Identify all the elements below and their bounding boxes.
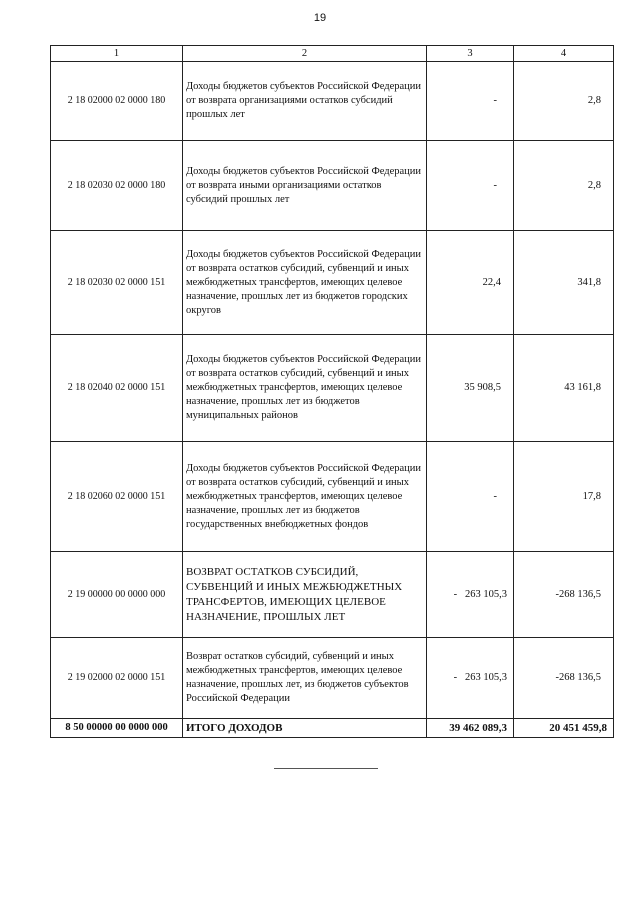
row-value-col4: -268 136,5 — [514, 552, 614, 638]
page-number: 19 — [313, 12, 327, 24]
total-name: ИТОГО ДОХОДОВ — [183, 719, 427, 738]
row-value-col3: - 263 105,3 — [427, 638, 514, 719]
row-name: Доходы бюджетов субъектов Российской Федерации от возврата организациями остатков субсидий прошлых лет — [183, 62, 427, 141]
row-value-col4: -268 136,5 — [514, 638, 614, 719]
row-code: 2 18 02000 02 0000 180 — [51, 62, 183, 141]
column-header-2: 2 — [183, 46, 427, 62]
row-name: Доходы бюджетов субъектов Российской Федерации от возврата остатков субсидий, субвенций и иных межбюджетных трансфертов, имеющих целевое назначение, прошлых лет из бюджетов государственных внебюджетных фондов — [183, 442, 427, 552]
row-code: 2 18 02040 02 0000 151 — [51, 335, 183, 442]
row-code: 2 19 02000 02 0000 151 — [51, 638, 183, 719]
column-header-1: 1 — [51, 46, 183, 62]
total-code: 8 50 00000 00 0000 000 — [51, 719, 183, 738]
closing-rule — [274, 768, 378, 769]
table-row — [51, 141, 614, 231]
revenue-table — [50, 45, 614, 738]
row-name: Доходы бюджетов субъектов Российской Федерации от возврата остатков субсидий, субвенций и иных межбюджетных трансфертов, имеющих целевое назначение, прошлых лет из бюджетов городских округов — [183, 231, 427, 335]
column-header-4: 4 — [514, 46, 614, 62]
table-total-row — [51, 719, 614, 738]
row-name: ВОЗВРАТ ОСТАТКОВ СУБСИДИЙ, СУБВЕНЦИЙ И ИНЫХ МЕЖБЮДЖЕТНЫХ ТРАНСФЕРТОВ, ИМЕЮЩИХ ЦЕЛЕВОЕ НАЗНАЧЕНИЕ, ПРОШЛЫХ ЛЕТ — [183, 552, 427, 638]
table-header-row — [51, 46, 614, 62]
table-row — [51, 552, 614, 638]
table-row — [51, 638, 614, 719]
row-name: Возврат остатков субсидий, субвенций и иных межбюджетных трансфертов, имеющих целевое назначение, прошлых лет, из бюджетов субъектов Российской Федерации — [183, 638, 427, 719]
row-value-col4: 341,8 — [514, 231, 614, 335]
row-value-col3: - — [427, 442, 514, 552]
row-code: 2 18 02060 02 0000 151 — [51, 442, 183, 552]
table-row — [51, 231, 614, 335]
row-value-col3: 22,4 — [427, 231, 514, 335]
row-name: Доходы бюджетов субъектов Российской Федерации от возврата остатков субсидий, субвенций и иных межбюджетных трансфертов, имеющих целевое назначение, прошлых лет из бюджетов муниципальных районов — [183, 335, 427, 442]
total-value-col4: 20 451 459,8 — [514, 719, 614, 738]
row-code: 2 18 02030 02 0000 151 — [51, 231, 183, 335]
row-value-col3: - — [427, 141, 514, 231]
row-code: 2 19 00000 00 0000 000 — [51, 552, 183, 638]
row-name: Доходы бюджетов субъектов Российской Федерации от возврата иными организациями остатков субсидий прошлых лет — [183, 141, 427, 231]
row-value-col4: 2,8 — [514, 141, 614, 231]
total-value-col3: 39 462 089,3 — [427, 719, 514, 738]
row-code: 2 18 02030 02 0000 180 — [51, 141, 183, 231]
table-row — [51, 62, 614, 141]
row-value-col3: - 263 105,3 — [427, 552, 514, 638]
row-value-col3: 35 908,5 — [427, 335, 514, 442]
row-value-col4: 17,8 — [514, 442, 614, 552]
table-row — [51, 442, 614, 552]
table-row — [51, 335, 614, 442]
row-value-col3: - — [427, 62, 514, 141]
column-header-3: 3 — [427, 46, 514, 62]
row-value-col4: 43 161,8 — [514, 335, 614, 442]
row-value-col4: 2,8 — [514, 62, 614, 141]
